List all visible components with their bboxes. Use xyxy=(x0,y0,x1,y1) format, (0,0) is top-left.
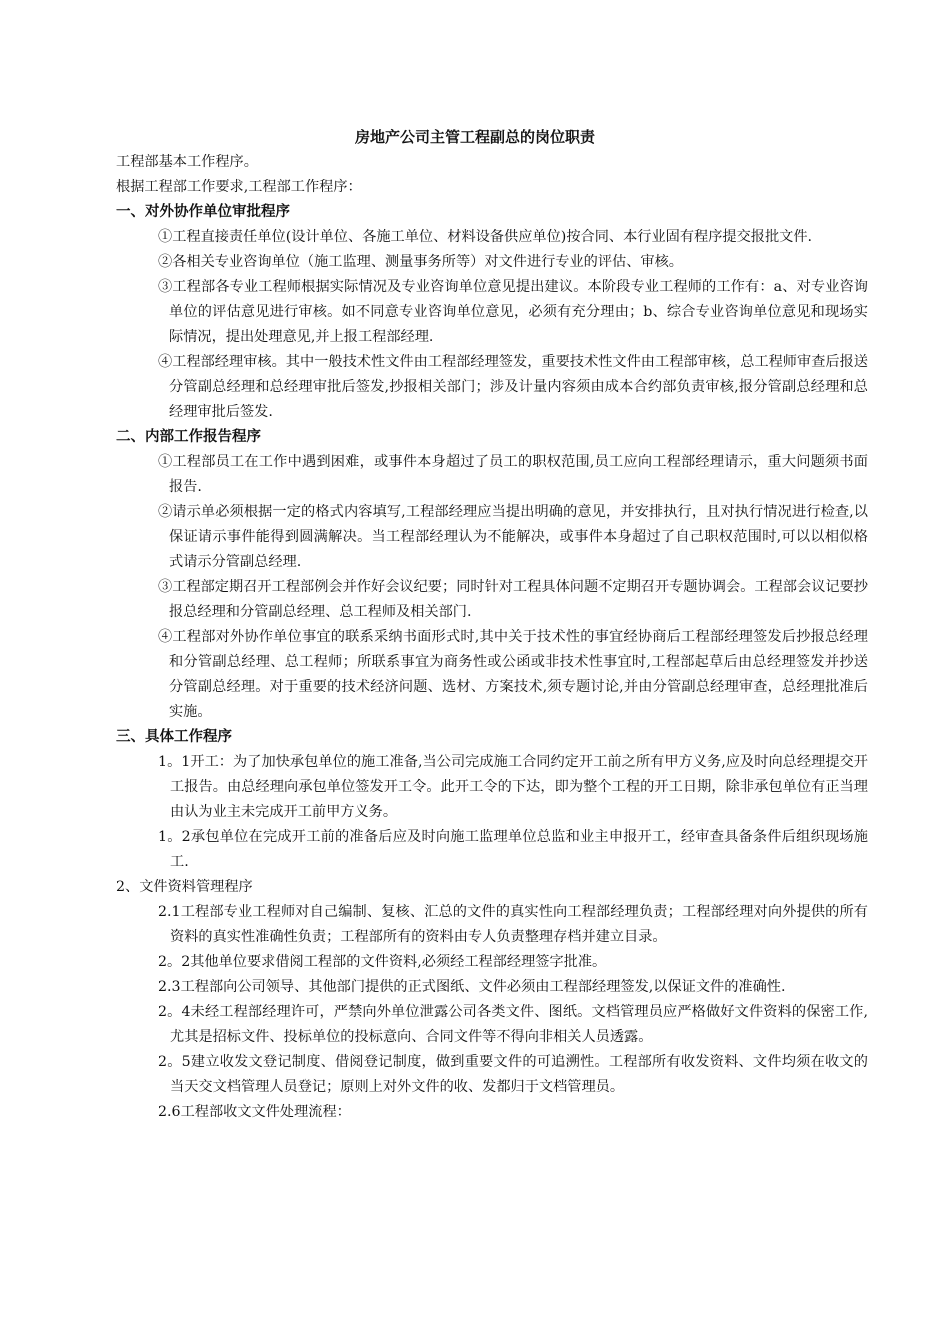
list-item: 2。5建立收发文登记制度、借阅登记制度，做到重要文件的可追溯性。工程部所有收发资料、文件均须在收文的当天交文档管理人员登记；原则上对外文件的收、发都归于文档管理员。 xyxy=(158,1054,868,1095)
list-item: ②各相关专业咨询单位（施工监理、测量事务所等）对文件进行专业的评估、审核。 xyxy=(158,254,683,270)
list-item: 2.1工程部专业工程师对自己编制、复核、汇总的文件的真实性向工程部经理负责；工程部经理对向外提供的所有资料的真实性准确性负责；工程部所有的资料由专人负责整理存档并建立目录。 xyxy=(158,904,868,945)
section-heading-internal-reporting: 二、内部工作报告程序 xyxy=(116,429,261,445)
list-item: ③工程部定期召开工程部例会并作好会议纪要；同时针对工程具体问题不定期召开专题协调会。工程部会议记要抄报总经理和分管副总经理、总工程师及相关部门. xyxy=(158,579,868,620)
intro-line: 工程部基本工作程序。 xyxy=(116,154,258,170)
list-item: ①工程直接责任单位(设计单位、各施工单位、材料设备供应单位)按合同、本行业固有程序提交报批文件. xyxy=(158,229,813,245)
list-item: 2。4未经工程部经理许可，严禁向外单位泄露公司各类文件、图纸。文档管理员应严格做好文件资料的保密工作,尤其是招标文件、投标单位的投标意向、合同文件等不得向非相关人员透露。 xyxy=(158,1004,868,1045)
list-item: ④工程部对外协作单位事宜的联系采纳书面形式时,其中关于技术性的事宜经协商后工程部经理签发后抄报总经理和分管副总经理、总工程师；所联系事宜为商务性或公函或非技术性事宜时,工程部起草后由总经理签发并抄送分管副总经理。对于重要的技术经济问题、选材、方案技术,须专题讨论,并由分管副总经理审查，总经理批准后实施。 xyxy=(158,629,868,720)
document-title: 房地产公司主管工程副总的岗位职责 xyxy=(354,128,595,146)
list-item: ③工程部各专业工程师根据实际情况及专业咨询单位意见提出建议。本阶段专业工程师的工作有：a、对专业咨询单位的评估意见进行审核。如不同意专业咨询单位意见，必须有充分理由；b、综合专业咨询单位意见和现场实际情况，提出处理意见,并上报工程部经理. xyxy=(158,279,868,345)
section-heading-document-management: 2、文件资料管理程序 xyxy=(116,879,253,895)
document-body xyxy=(116,150,868,1125)
list-item: 2.6工程部收文文件处理流程： xyxy=(158,1104,351,1120)
list-item: ④工程部经理审核。其中一般技术性文件由工程部经理签发，重要技术性文件由工程部审核，总工程师审查后报送分管副总经理和总经理审批后签发,抄报相关部门；涉及计量内容须由成本合约部负责审核,报分管副总经理和总经理审批后签发. xyxy=(158,354,868,420)
list-item: 1。1开工：为了加快承包单位的施工准备,当公司完成施工合同约定开工前之所有甲方义务,应及时向总经理提交开工报告。由总经理向承包单位签发开工令。此开工令的下达，即为整个工程的开工日期，除非承包单位有正当理由认为业主未完成开工前甲方义务。 xyxy=(158,754,868,820)
list-item: ①工程部员工在工作中遇到困难，或事件本身超过了员工的职权范围,员工应向工程部经理请示，重大问题须书面报告. xyxy=(158,454,868,495)
intro-line: 根据工程部工作要求,工程部工作程序： xyxy=(116,179,362,195)
list-item: ②请示单必须根据一定的格式内容填写,工程部经理应当提出明确的意见，并安排执行，且对执行情况进行检查,以保证请示事件能得到圆满解决。当工程部经理认为不能解决，或事件本身超过了自己职权范围时,可以以相似格式请示分管副总经理. xyxy=(158,504,868,570)
section-heading-specific-procedures: 三、具体工作程序 xyxy=(116,729,232,745)
list-item: 1。2承包单位在完成开工前的准备后应及时向施工监理单位总监和业主申报开工，经审查具备条件后组织现场施工. xyxy=(158,829,868,870)
list-item: 2.3工程部向公司领导、其他部门提供的正式图纸、文件必须由工程部经理签发,以保证文件的准确性. xyxy=(158,979,786,995)
section-heading-external-approval: 一、对外协作单位审批程序 xyxy=(116,204,290,220)
list-item: 2。2其他单位要求借阅工程部的文件资料,必须经工程部经理签字批准。 xyxy=(158,954,607,970)
